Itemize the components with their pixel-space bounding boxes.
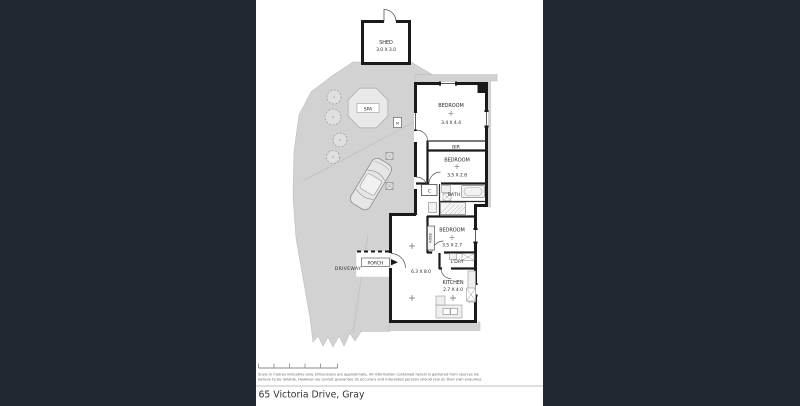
kitchen-island-return — [436, 296, 445, 305]
toilet — [429, 203, 437, 213]
bedroom3-dims: 3.5 X 2.7 — [442, 243, 462, 249]
window-tick — [484, 110, 488, 112]
bedroom3-name: BEDROOM — [439, 227, 465, 234]
bedroom1-name: BEDROOM — [438, 103, 464, 109]
scale-bar — [259, 364, 338, 369]
shed-name: SHED — [379, 40, 393, 46]
tree-center-dot — [339, 139, 341, 141]
bedroom1-dims: 3.4 X 4.4 — [441, 121, 461, 126]
scale-bar-ticks — [259, 364, 338, 369]
disclaimer-line2: believe to be reliable. However we cannot guarantee its accuracy and interested persons should rely on their own enquiries. — [258, 377, 483, 382]
shed-door-arc — [384, 10, 396, 22]
bir-label: BIR — [452, 145, 460, 151]
bedroom2-dims: 3.5 X 2.8 — [447, 173, 467, 179]
kitchen-dims: 2.7 X 4.0 — [443, 288, 463, 293]
window-tick — [473, 228, 477, 230]
land-bottom-strip — [389, 322, 480, 331]
shed — [363, 10, 410, 64]
wall-corner-block — [478, 83, 488, 93]
tree-center-dot — [332, 156, 334, 158]
floorplan-sheet — [256, 0, 543, 406]
living-dims: 6.3 X 8.0 — [411, 270, 431, 275]
window-tick — [439, 82, 441, 86]
tree-center-dot — [333, 96, 335, 98]
vanity — [442, 186, 451, 193]
kitchen-name: KITCHEN — [442, 280, 464, 286]
robe-label: ROBE — [428, 233, 433, 243]
shower — [441, 203, 466, 215]
meter-label: M — [396, 121, 399, 126]
porch-label: PORCH — [367, 261, 384, 267]
tree-center-dot — [332, 116, 334, 118]
window-tick — [473, 242, 477, 244]
bedroom2-name: BEDROOM — [444, 157, 470, 164]
driveway-label: DRIVEWAY — [334, 267, 362, 272]
floorplan-svg — [256, 0, 543, 406]
shed-dims: 3.0 X 3.0 — [376, 48, 396, 53]
spa-label: SPA — [363, 107, 373, 113]
cupboard-label: C — [427, 189, 432, 195]
window-tick — [455, 82, 457, 86]
laundry-tub — [450, 254, 457, 260]
kitchen-sink — [443, 309, 450, 315]
footer — [256, 364, 543, 401]
window-tick — [484, 126, 488, 128]
laundry-label: L'DRY — [450, 260, 464, 265]
address-text: 65 Victoria Drive, Gray — [258, 389, 365, 401]
kitchen-sink — [451, 309, 458, 315]
bath-label: BATH — [447, 193, 461, 198]
disclaimer-line1: Scale in metres indicative only. Dimensions are approximate. All information contained herein is gathered from sources we — [258, 372, 480, 377]
